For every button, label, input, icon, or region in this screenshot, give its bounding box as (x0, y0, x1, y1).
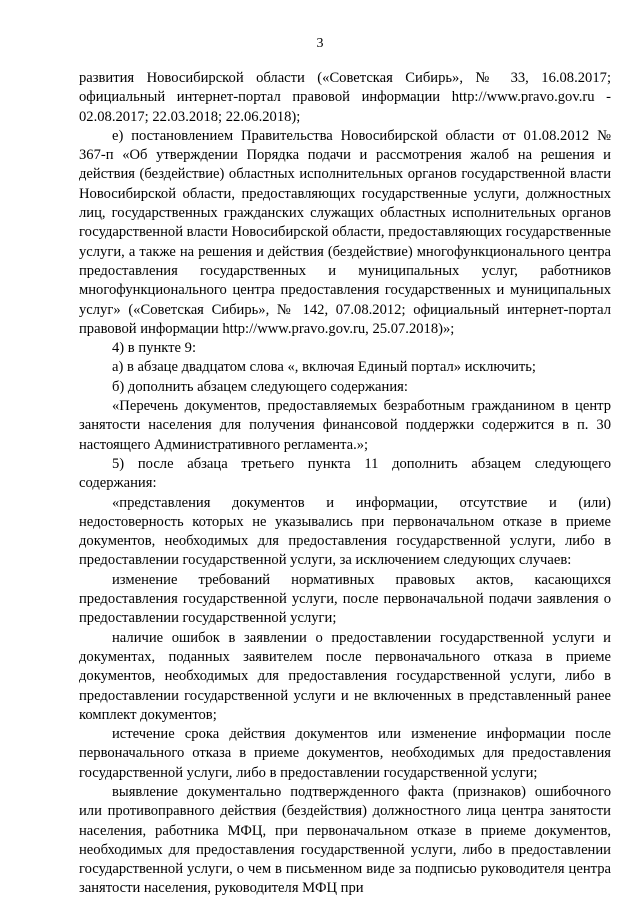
paragraph-2: е) постановлением Правительства Новосибирской области от 01.08.2012 № 367-п «Об утверждении Порядка подачи и рассмотрения жалоб на решения и действия (бездействие) областных исполнительных органов государственной власти Новосибирской области, предоставляющих государственные услуги, должностных лиц, государственных гражданских служащих областных исполнительных органов государственной власти Новосибирской области, предоставляющих государственные услуги, а также на решения и действия (бездействие) многофункционального центра предоставления государственных и муниципальных услуг, работников многофункционального центра предоставления государственных и муниципальных услуг» («Советская Сибирь», № 142, 07.08.2012; официальный интернет-портал правовой информации http://www.pravo.gov.ru, 25.07.2018)»; (79, 127, 611, 337)
paragraph-10: наличие ошибок в заявлении о предоставлении государственной услуги и документах, поданных заявителем после первоначального отказа в приеме документов, необходимых для предоставления государственной услуги, либо в предоставлении государственной услуги и не включенных в представленный ранее комплект документов; (79, 629, 611, 723)
paragraph-7: 5) после абзаца третьего пункта 11 дополнить абзацем следующего содержания: (79, 455, 611, 492)
paragraph-5: б) дополнить абзацем следующего содержания: (112, 378, 408, 395)
paragraph-6: «Перечень документов, предоставляемых безработным гражданином в центр занятости населения для получения финансовой поддержки содержится в п. 30 настоящего Административного регламента.»; (79, 398, 611, 453)
paragraph-4: а) в абзаце двадцатом слова «, включая Единый портал» исключить; (112, 359, 536, 376)
paragraph-9: изменение требований нормативных правовых актов, касающихся предоставления государственной услуги, после первоначальной подачи заявления о предоставлении государственной услуги; (79, 571, 611, 627)
paragraph-1: развития Новосибирской области («Советская Сибирь», № 33, 16.08.2017; официальный интернет-портал правовой информации http://www.pravo.gov.ru - 02.08.2017; 22.03.2018; 22.06.2018); (79, 70, 611, 125)
document-body (79, 69, 611, 899)
paragraph-11: истечение срока действия документов или изменение информации после первоначального отказа в приеме документов, необходимых для предоставления государственной услуги, либо в предоставлении государственной услуги; (79, 726, 611, 781)
paragraph-12: выявление документально подтвержденного факта (признаков) ошибочного или противоправного действия (бездействия) должностного лица центра занятости населения, работника МФЦ, при первоначальном отказе в приеме документов, необходимых для предоставления государственной услуги, либо в предоставлении государственной услуги, о чем в письменном виде за подписью руководителя центра занятости населения, руководителя МФЦ при (79, 783, 611, 897)
paragraph-8: «представления документов и информации, отсутствие и (или) недостоверность которых не указывались при первоначальном отказе в приеме документов, необходимых для предоставления государственной услуги, либо в предоставлении государственной услуги, за исключением следующих случаев: (79, 494, 611, 569)
paragraph-3: 4) в пункте 9: (112, 340, 197, 357)
page-number: 3 (316, 36, 324, 51)
